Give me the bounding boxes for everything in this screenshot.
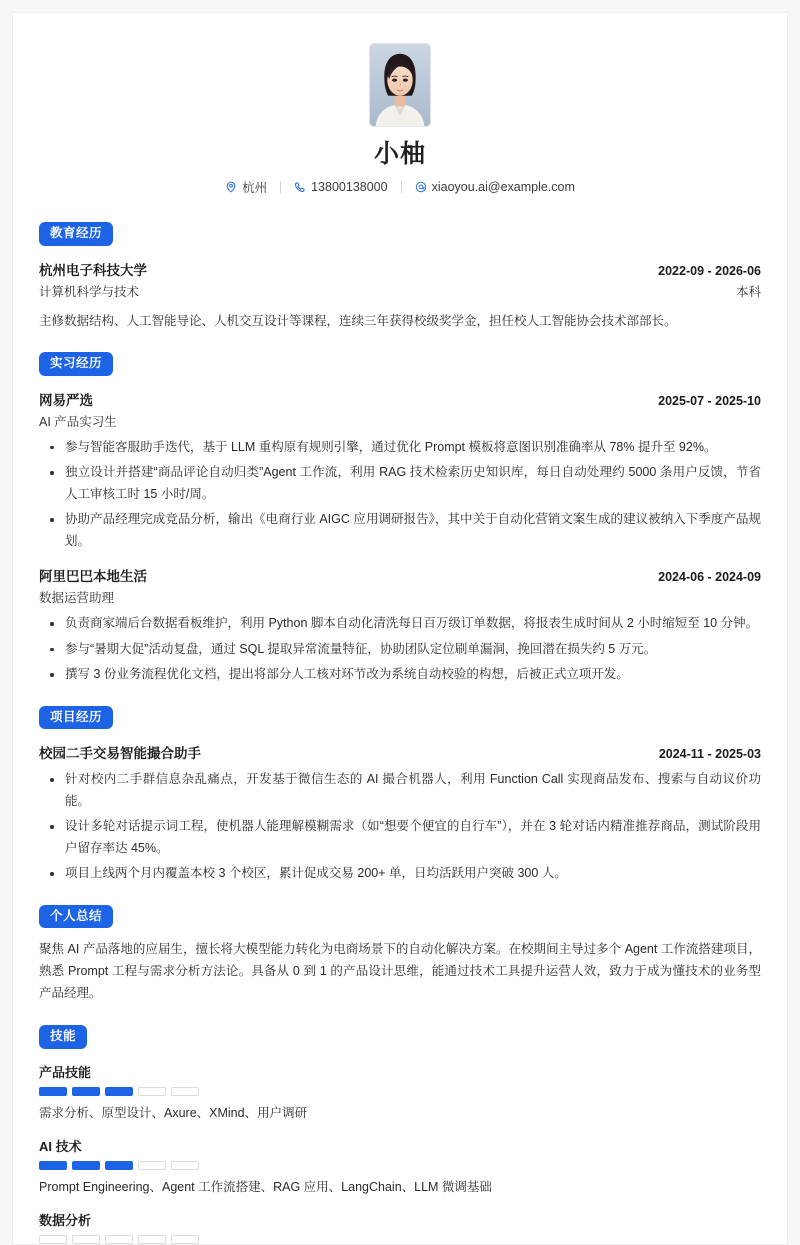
entry-header	[39, 389, 761, 409]
section-2	[39, 352, 761, 686]
entry-bullet-list	[39, 437, 761, 553]
bullet-item: 设计多轮对话提示词工程，使机器人能理解模糊需求（如“想要个便宜的自行车”），并在 3 轮对话内精准推荐商品，测试阶段用户留存率达 45%。	[39, 816, 761, 859]
entry-bullet-list	[39, 769, 761, 885]
contact-email-value: xiaoyou.ai@example.com	[431, 180, 575, 194]
entry-role: 数据运营助理	[39, 591, 115, 606]
contact-phone-value: 13800138000	[311, 180, 388, 194]
skill-level-meter	[39, 1087, 761, 1096]
skill-level-segment	[138, 1235, 166, 1244]
bullet-item: 参与智能客服助手迭代，基于 LLM 重构原有规则引擎，通过优化 Prompt 模板将意图识别准确率从 78% 提升至 92%。	[39, 437, 761, 459]
bullet-item: 项目上线两个月内覆盖本校 3 个校区，累计促成交易 200+ 单，日均活跃用户突破 300 人。	[39, 863, 761, 885]
bullet-item: 独立设计并搭建“商品评论自动归类”Agent 工作流，利用 RAG 技术检索历史知识库，每日自动处理约 5000 条用户反馈，节省人工审核工时 15 小时/周。	[39, 462, 761, 505]
entry-bullet-list	[39, 613, 761, 686]
section-badge: 教育经历	[39, 222, 113, 246]
entry-organization: 杭州电子科技大学	[39, 262, 147, 278]
entry-subheader	[39, 588, 761, 606]
skill-description: Prompt Engineering、Agent 工作流搭建、RAG 应用、LangChain、LLM 微调基础	[39, 1179, 492, 1194]
resume-header	[39, 43, 761, 202]
section-badge: 项目经历	[39, 706, 113, 730]
entry-date-range: 2025-07 - 2025-10	[658, 393, 761, 408]
skill-level-segment	[39, 1161, 67, 1170]
skill-block	[39, 1136, 761, 1197]
skill-name: 产品技能	[39, 1064, 92, 1080]
entry-organization: 阿里巴巴本地生活	[39, 569, 147, 585]
summary-paragraph: 聚焦 AI 产品落地的应届生，擅长将大模型能力转化为电商场景下的自动化解决方案。在校期间主导过多个 Agent 工作流搭建项目，熟悉 Prompt 工程与需求分析方法论。具备从 0 到 1 的产品设计思维，能通过技术工具提升运营人效，致力于成为懂技术的业务型产品经理。	[39, 942, 761, 1001]
section-1	[39, 222, 761, 332]
skill-name: AI 技术	[39, 1138, 82, 1154]
entry-organization: 校园二手交易智能撮合助手	[39, 746, 201, 762]
skill-level-segment	[39, 1087, 67, 1096]
skill-level-segment	[105, 1235, 133, 1244]
email-icon	[415, 181, 427, 193]
contact-location-value: 杭州	[242, 181, 268, 195]
contact-phone	[281, 180, 400, 194]
resume-sections	[39, 222, 761, 885]
entry-header	[39, 565, 761, 585]
skill-description: 需求分析、原型设计、Axure、XMind、用户调研	[39, 1105, 308, 1120]
skill-level-segment	[138, 1087, 166, 1096]
section-badge-skills: 技能	[39, 1025, 87, 1049]
experience-entry	[39, 259, 761, 333]
entry-organization: 网易严选	[39, 392, 93, 408]
resume-page	[12, 12, 788, 1245]
section-summary	[39, 905, 761, 1005]
phone-icon	[294, 181, 306, 193]
section-skills	[39, 1025, 761, 1244]
contact-list	[39, 178, 761, 196]
entry-role: 计算机科学与技术	[39, 284, 140, 299]
page-title: 小柚	[373, 140, 426, 168]
avatar	[369, 43, 431, 127]
contact-email	[402, 180, 588, 194]
bullet-item: 撰写 3 份业务流程优化文档，提出将部分人工核对环节改为系统自动校验的构想，后被正式立项开发。	[39, 664, 761, 686]
entry-extra: 本科	[735, 284, 761, 299]
skill-level-segment	[138, 1161, 166, 1170]
skill-level-segment	[39, 1235, 67, 1244]
skill-name: 数据分析	[39, 1212, 92, 1228]
skill-level-segment	[171, 1235, 199, 1244]
experience-entry	[39, 565, 761, 686]
entry-header	[39, 259, 761, 279]
entry-date-range: 2024-06 - 2024-09	[658, 570, 761, 585]
entry-date-range: 2024-11 - 2025-03	[658, 747, 761, 762]
skill-list	[39, 1062, 761, 1244]
section-badge: 实习经历	[39, 352, 113, 376]
bullet-item: 针对校内二手群信息杂乱痛点，开发基于微信生态的 AI 撮合机器人，利用 Function Call 实现商品发布、搜索与自动议价功能。	[39, 769, 761, 812]
entry-subheader	[39, 412, 761, 430]
entry-date-range: 2022-09 - 2026-06	[658, 263, 761, 278]
entry-role: AI 产品实习生	[39, 414, 117, 429]
skill-level-segment	[171, 1161, 199, 1170]
contact-location	[212, 178, 280, 196]
skill-level-segment	[105, 1087, 133, 1096]
skill-level-segment	[171, 1087, 199, 1096]
skill-level-segment	[72, 1087, 100, 1096]
bullet-item: 参与“暑期大促”活动复盘，通过 SQL 提取异常流量特征，协助团队定位刷单漏洞，挽回潜在损失约 5 万元。	[39, 639, 761, 661]
experience-entry	[39, 742, 761, 885]
section-3	[39, 706, 761, 885]
bullet-item: 协助产品经理完成竞品分析，输出《电商行业 AIGC 应用调研报告》，其中关于自动化营销文案生成的建议被纳入下季度产品规划。	[39, 509, 761, 552]
location-pin-icon	[225, 181, 237, 193]
skill-level-segment	[72, 1235, 100, 1244]
entry-paragraph: 主修数据结构、人工智能导论、人机交互设计等课程，连续三年获得校级奖学金，担任校人工智能协会技术部部长。	[39, 313, 677, 328]
skill-block	[39, 1210, 761, 1244]
skill-level-segment	[105, 1161, 133, 1170]
bullet-item: 负责商家端后台数据看板维护，利用 Python 脚本自动化清洗每日百万级订单数据，将报表生成时间从 2 小时缩短至 10 分钟。	[39, 613, 761, 635]
skill-level-segment	[72, 1161, 100, 1170]
entry-header	[39, 742, 761, 762]
experience-entry	[39, 389, 761, 553]
skill-level-meter	[39, 1235, 761, 1244]
skill-block	[39, 1062, 761, 1123]
entry-subheader	[39, 282, 761, 300]
skill-level-meter	[39, 1161, 761, 1170]
section-badge-summary: 个人总结	[39, 905, 113, 929]
